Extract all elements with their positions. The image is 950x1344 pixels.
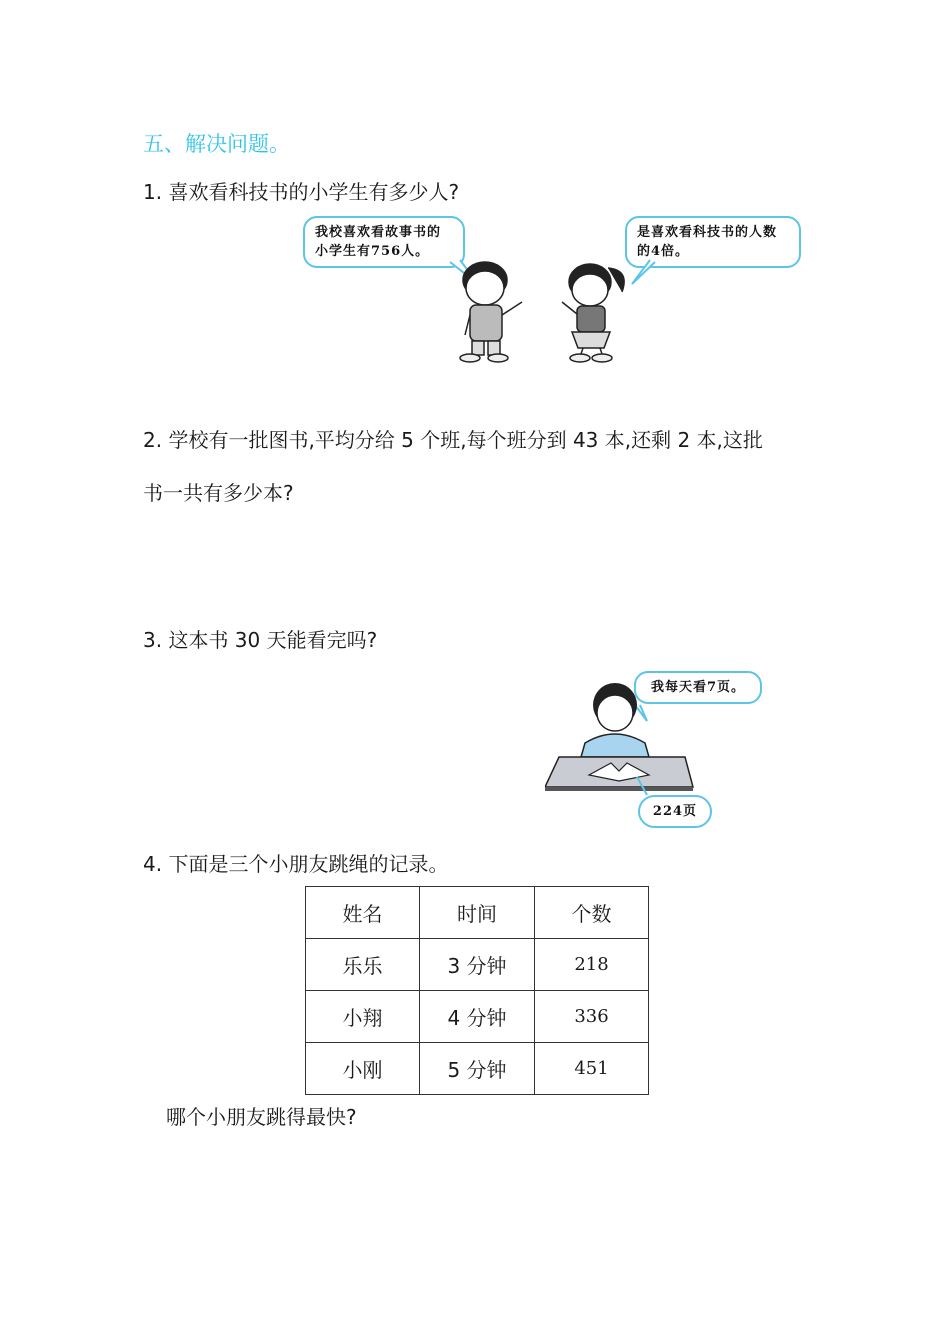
q1-illustration xyxy=(300,210,810,370)
jump-rope-record-table xyxy=(305,886,649,1095)
table-row xyxy=(306,1043,649,1095)
question-4-follow-up: 哪个小朋友跳得最快? xyxy=(166,1105,357,1129)
table-header-row xyxy=(306,887,649,939)
cell-time: 4 分钟 xyxy=(420,991,535,1043)
girl-figure xyxy=(562,264,624,362)
reader-speech-bubble: 我每天看7页。 xyxy=(634,671,762,704)
header-count: 个数 xyxy=(535,887,649,939)
question-3: 3. 这本书 30 天能看完吗? xyxy=(143,628,378,652)
boy-speech-bubble: 我校喜欢看故事书的小学生有756人。 xyxy=(303,216,465,268)
question-1: 1. 喜欢看科技书的小学生有多少人? xyxy=(143,180,460,204)
cell-name: 乐乐 xyxy=(306,939,420,991)
book-page-label: 224页 xyxy=(638,795,712,828)
table-row xyxy=(306,991,649,1043)
cell-count: 336 xyxy=(535,991,649,1043)
cell-count: 218 xyxy=(535,939,649,991)
reading-girl-illustration xyxy=(545,675,745,800)
header-time: 时间 xyxy=(420,887,535,939)
cell-time: 3 分钟 xyxy=(420,939,535,991)
question-2-line-2: 书一共有多少本? xyxy=(143,481,294,505)
cell-name: 小翔 xyxy=(306,991,420,1043)
header-name: 姓名 xyxy=(306,887,420,939)
cell-time: 5 分钟 xyxy=(420,1043,535,1095)
section-title: 五、解决问题。 xyxy=(143,132,290,156)
table-row xyxy=(306,939,649,991)
question-2-line-1: 2. 学校有一批图书,平均分给 5 个班,每个班分到 43 本,还剩 2 本,这批 xyxy=(143,428,763,452)
question-4: 4. 下面是三个小朋友跳绳的记录。 xyxy=(143,852,449,876)
girl-speech-bubble: 是喜欢看科技书的人数的4倍。 xyxy=(625,216,801,268)
boy-figure xyxy=(460,262,522,362)
cell-count: 451 xyxy=(535,1043,649,1095)
cell-name: 小刚 xyxy=(306,1043,420,1095)
